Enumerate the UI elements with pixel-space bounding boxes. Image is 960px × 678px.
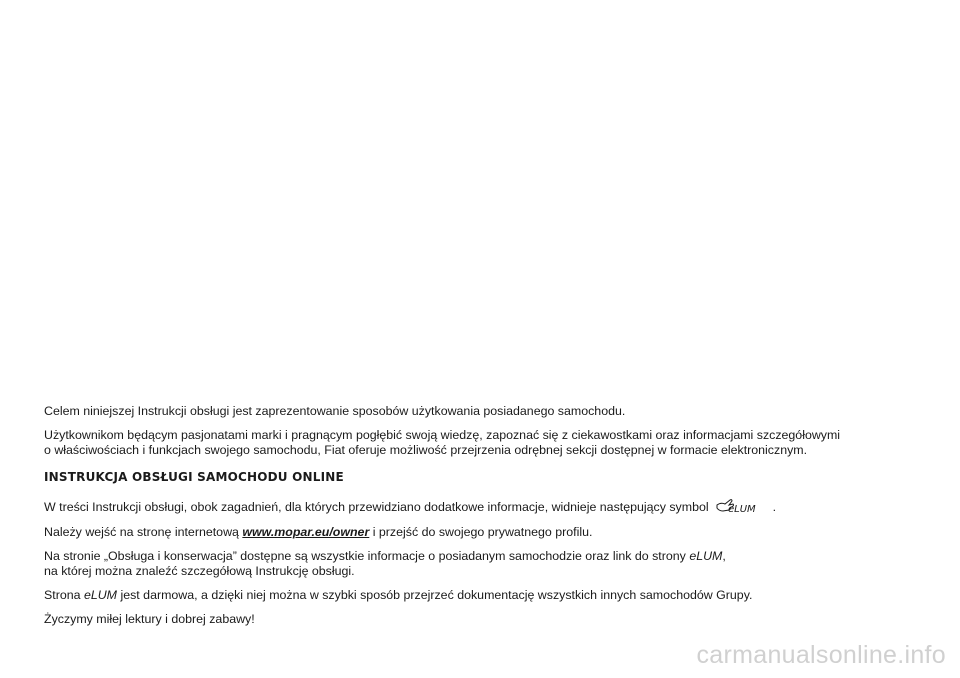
- enthusiast-paragraph: [44, 428, 924, 458]
- enthusiast-text-line-1: Użytkownikom będącym pasjonatami marki i pragnącym pogłębić swoją wiedzę, zapoznać się z ciekawostkami oraz informacjami szczegółowymi: [44, 428, 841, 442]
- symbol-paragraph-text: W treści Instrukcji obsługi, obok zagadnień, dla których przewidziano dodatkowe informacje, widnieje następujący symbol: [44, 500, 709, 514]
- manual-intro-content: [44, 404, 924, 636]
- enthusiast-text-line-2: o właściwościach i funkcjach swojego samochodu, Fiat oferuje możliwość przejrzenia odrębnej sekcji dostępnej w formacie elektronicznym.: [44, 443, 808, 457]
- mopar-owner-link[interactable]: www.mopar.eu/owner: [242, 525, 370, 539]
- intro-text: Celem niniejszej Instrukcji obsługi jest zaprezentowanie sposobów użytkowania posiadanego samochodu.: [44, 404, 626, 418]
- service-comma: ,: [722, 549, 726, 563]
- svg-text:eLUM: eLUM: [727, 504, 756, 515]
- free-paragraph-text: jest darmowa, a dzięki niej można w szybki sposób przejrzeć dokumentację wszystkich innych samochodów Grupy.: [117, 588, 753, 602]
- section-heading: INSTRUKCJA OBSŁUGI SAMOCHODU ONLINE: [44, 470, 344, 484]
- intro-paragraph: [44, 404, 924, 419]
- service-paragraph: [44, 549, 924, 579]
- elum-hand-icon: [715, 496, 767, 516]
- symbol-paragraph-end: .: [772, 500, 777, 514]
- elum-name: eLUM: [83, 588, 118, 602]
- closing-paragraph: Życzymy miłej lektury i dobrej zabawy!: [44, 612, 255, 626]
- url-paragraph-end: i przejść do swojego prywatnego profilu.: [369, 525, 593, 539]
- service-paragraph-text: Na stronie „Obsługa i konserwacja” dostępne są wszystkie informacje o posiadanym samochodzie oraz link do strony: [44, 549, 690, 563]
- url-paragraph: [44, 525, 924, 540]
- free-paragraph-start: Strona: [44, 588, 84, 602]
- service-paragraph-line-2: na której można znaleźć szczegółową Instrukcję obsługi.: [44, 564, 355, 578]
- symbol-paragraph: [44, 496, 924, 516]
- watermark-text: carmanualsonline.info: [696, 641, 946, 669]
- free-paragraph: [44, 588, 924, 603]
- url-paragraph-text: Należy wejść na stronę internetową: [44, 525, 243, 539]
- elum-name: eLUM: [689, 549, 723, 563]
